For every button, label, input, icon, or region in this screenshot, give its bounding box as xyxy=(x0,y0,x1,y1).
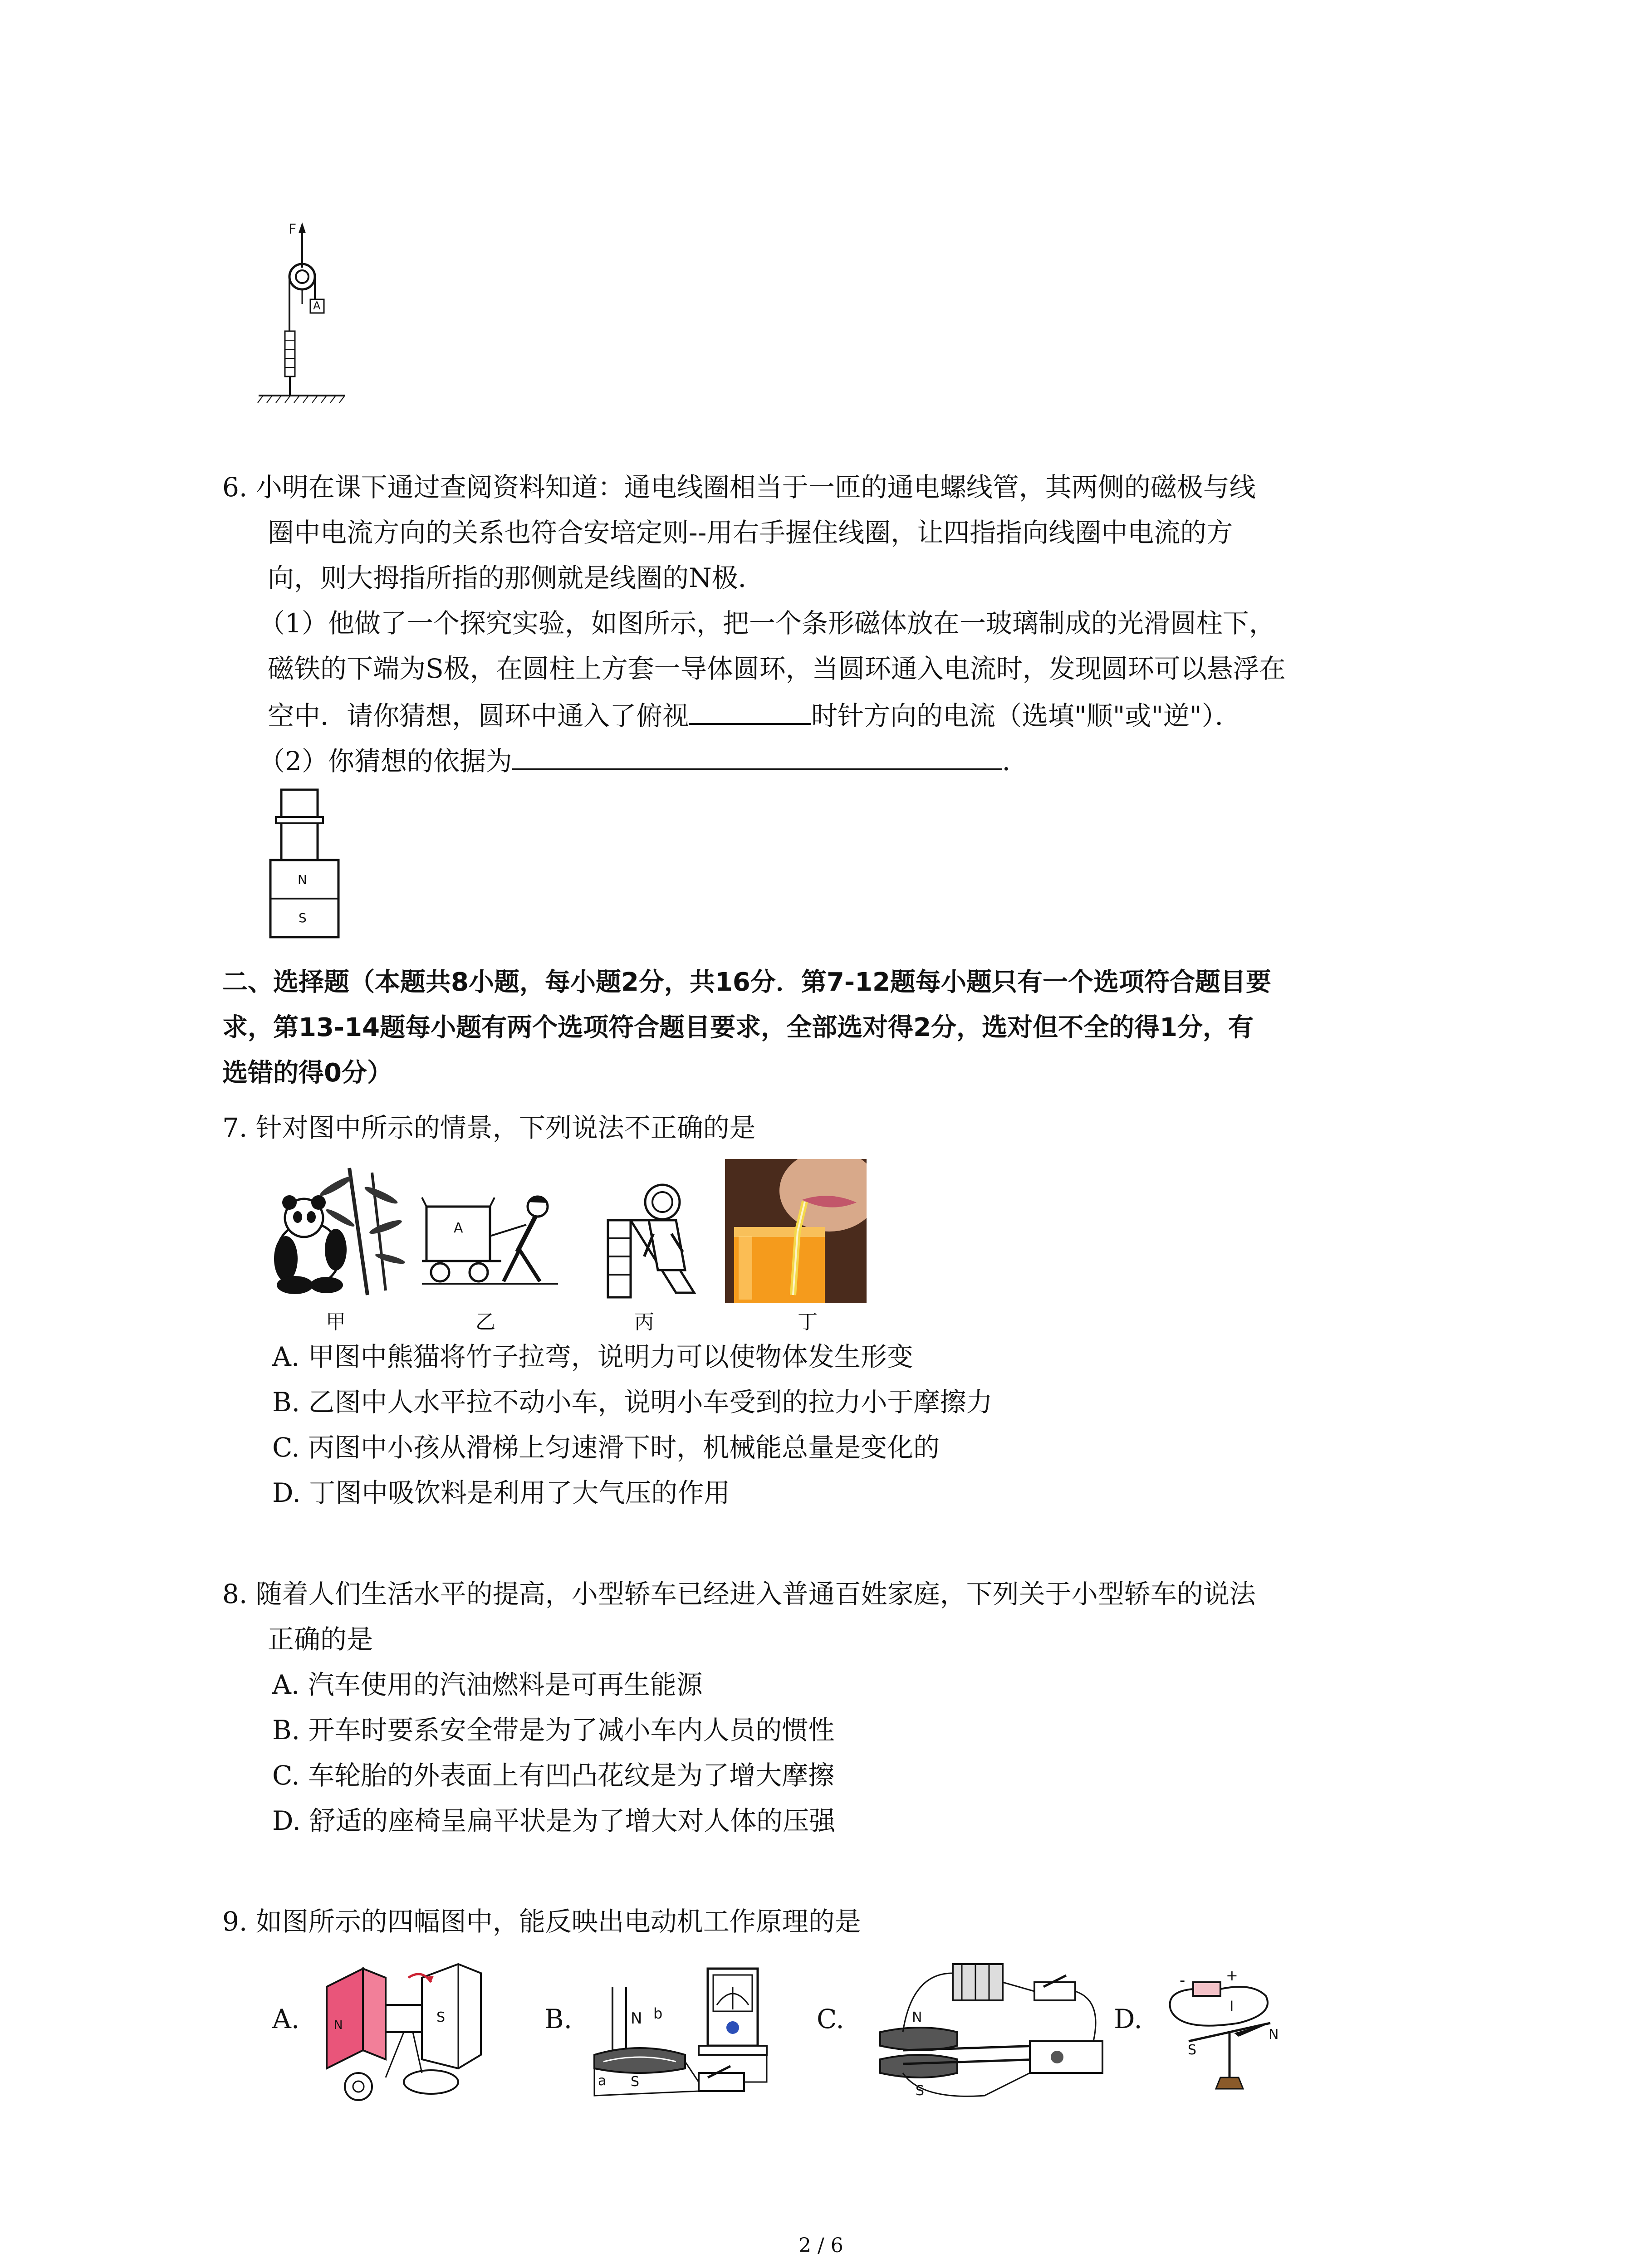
q9d-minus-label: - xyxy=(1180,1971,1185,1989)
q9d-north-label: N xyxy=(1269,2027,1279,2043)
q8-stem-line2: 正确的是 xyxy=(268,1624,373,1655)
q6-line2: 圈中电流方向的关系也符合安培定则--用右手握住线圈，让四指指向线圈中电流的方 xyxy=(268,517,1233,548)
section2-heading-line3: 选错的得0分） xyxy=(222,1058,392,1088)
q9a-south-label: S xyxy=(436,2009,446,2025)
q7-option-c[interactable]: C. 丙图中小孩从滑梯上匀速滑下时，机械能总量是变化的 xyxy=(272,1432,940,1463)
q9d-south-label: S xyxy=(1188,2042,1197,2058)
q6-line1: 6. 小明在课下通过查阅资料知道：通电线圈相当于一匝的通电螺线管，其两侧的磁极与线 xyxy=(222,472,1256,503)
q6-part1-line3 xyxy=(268,698,1241,732)
q6-part2-suffix: ． xyxy=(1002,746,1029,777)
q6-part1-line1: （1）他做了一个探究实验，如图所示，把一个条形磁体放在一玻璃制成的光滑圆柱下， xyxy=(259,608,1275,639)
q9b-north-label: N xyxy=(631,2009,642,2028)
section2-heading-line1: 二、选择题（本题共8小题，每小题2分，共16分．第7-12题每小题只有一个选项符合题目要 xyxy=(222,968,1271,997)
q7-caption-jia: 甲 xyxy=(326,1310,346,1334)
q7-caption-yi: 乙 xyxy=(475,1310,495,1334)
q9-label-d[interactable]: D. xyxy=(1114,2004,1142,2034)
q9b-a-label: a xyxy=(598,2073,607,2089)
q6-part2-prefix: （2）你猜想的依据为 xyxy=(259,746,512,777)
q8-option-c[interactable]: C. 车轮胎的外表面上有凹凸花纹是为了增大摩擦 xyxy=(272,1760,835,1791)
q6-part1-line2: 磁铁的下端为S极，在圆柱上方套一导体圆环，当圆环通入电流时，发现圆环可以悬浮在 xyxy=(268,653,1286,684)
q9d-plus-label: + xyxy=(1226,1967,1238,1984)
q7-option-b[interactable]: B. 乙图中人水平拉不动小车，说明小车受到的拉力小于摩擦力 xyxy=(272,1387,993,1418)
q8-option-b[interactable]: B. 开车时要系安全带是为了减小车内人员的惯性 xyxy=(272,1715,835,1745)
q9d-current-label: I xyxy=(1230,1998,1234,2015)
panda-bamboo-drawing xyxy=(268,1163,404,1300)
drink-straw-photo xyxy=(725,1159,867,1303)
q9c-south-label: S xyxy=(916,2083,925,2099)
generator-coil-diagram xyxy=(318,1960,499,2109)
q8-stem-line1: 8. 随着人们生活水平的提高，小型轿车已经进入普通百姓家庭，下列关于小型轿车的说法 xyxy=(222,1579,1256,1609)
slide-image xyxy=(599,1179,717,1302)
q8-option-d[interactable]: D. 舒适的座椅呈扁平状是为了增大对人体的压强 xyxy=(272,1805,836,1836)
q7-option-d[interactable]: D. 丁图中吸饮料是利用了大气压的作用 xyxy=(272,1477,730,1508)
pulley-diagram xyxy=(254,218,363,408)
q9a-north-label: N xyxy=(334,2019,343,2032)
q9b-b-label: b xyxy=(653,2005,663,2022)
q9-label-c[interactable]: C. xyxy=(817,2004,844,2034)
cart-image xyxy=(422,1193,558,1302)
q9c-north-label: N xyxy=(912,2009,922,2025)
section2-heading-line2: 求，第13-14题每小题有两个选项符合题目要求，全部选对得2分，选对但不全的得1分，有 xyxy=(222,1013,1254,1042)
q7-stem: 7. 针对图中所示的情景，下列说法不正确的是 xyxy=(222,1112,756,1143)
q7-caption-bing: 丙 xyxy=(634,1310,654,1334)
block-label: A xyxy=(313,299,321,312)
q7-option-a[interactable]: A. 甲图中熊猫将竹子拉弯，说明力可以使物体发生形变 xyxy=(272,1341,913,1372)
cart-pulling-drawing xyxy=(422,1193,558,1302)
q9-figure-c xyxy=(867,1955,1112,2109)
q7-caption-ding: 丁 xyxy=(798,1310,818,1334)
magnet-south-label: S xyxy=(299,910,307,925)
magnet-cylinder-figure xyxy=(268,787,349,941)
galvanometer-induction-diagram xyxy=(585,1960,776,2109)
q9b-south-label: S xyxy=(631,2074,640,2090)
q6-blank-1[interactable] xyxy=(689,698,811,725)
q9-figure-b xyxy=(585,1960,776,2109)
pulley-figure xyxy=(254,218,363,408)
q9-figure-d xyxy=(1161,1964,1307,2100)
drink-photo xyxy=(725,1159,867,1303)
q8-option-a[interactable]: A. 汽车使用的汽油燃料是可再生能源 xyxy=(272,1669,703,1700)
q6-part1-line3-suffix: 时针方向的电流（选填"顺"或"逆"）． xyxy=(811,700,1241,731)
magnet-cylinder-diagram xyxy=(268,787,349,941)
page-number: 2 / 6 xyxy=(798,2234,843,2257)
motor-rails-diagram xyxy=(867,1955,1112,2109)
q9-label-a[interactable]: A. xyxy=(272,2004,300,2034)
q6-part2 xyxy=(259,743,1029,777)
q9-figure-a xyxy=(318,1960,499,2109)
magnet-north-label: N xyxy=(298,872,307,887)
q6-part1-line3-prefix: 空中．请你猜想，圆环中通入了俯视 xyxy=(268,700,689,731)
q9-label-b[interactable]: B. xyxy=(544,2004,573,2034)
q6-blank-2[interactable] xyxy=(512,743,1002,770)
q9-stem: 9. 如图所示的四幅图中，能反映出电动机工作原理的是 xyxy=(222,1906,861,1937)
panda-image xyxy=(268,1163,404,1300)
q6-line3: 向，则大拇指所指的那侧就是线圈的N极． xyxy=(268,562,764,593)
slide-child-drawing xyxy=(599,1179,717,1302)
force-label: F xyxy=(289,221,297,237)
cart-label: A xyxy=(454,1220,463,1236)
